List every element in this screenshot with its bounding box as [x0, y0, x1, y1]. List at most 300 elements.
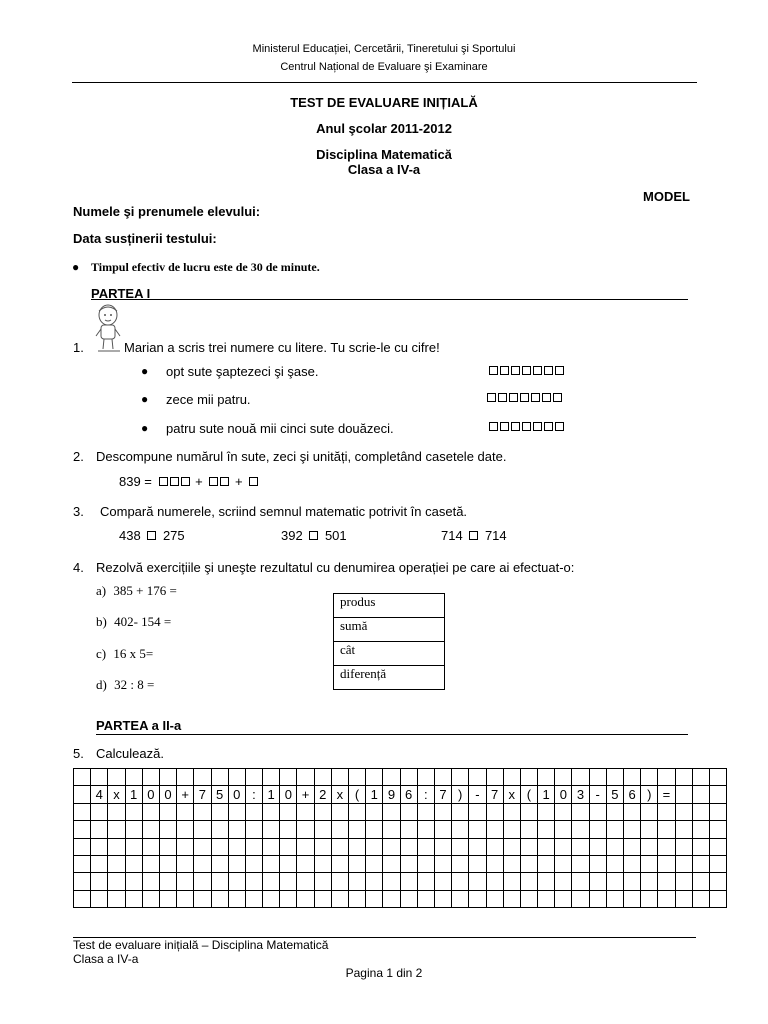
grid-cell[interactable]: [177, 873, 194, 890]
grid-cell[interactable]: [589, 821, 606, 838]
grid-cell[interactable]: [469, 803, 486, 820]
grid-cell[interactable]: [91, 890, 108, 907]
grid-cell[interactable]: [74, 821, 91, 838]
grid-cell[interactable]: [383, 838, 400, 855]
grid-cell[interactable]: [486, 890, 503, 907]
grid-cell[interactable]: [280, 855, 297, 872]
grid-cell[interactable]: [108, 873, 125, 890]
q1-answer-boxes-2[interactable]: [487, 393, 564, 402]
grid-cell[interactable]: [503, 838, 520, 855]
grid-cell[interactable]: [228, 769, 245, 786]
grid-cell[interactable]: =: [658, 786, 675, 803]
grid-cell[interactable]: [211, 838, 228, 855]
compare-box[interactable]: [309, 531, 318, 540]
grid-cell[interactable]: [280, 769, 297, 786]
grid-cell[interactable]: [263, 838, 280, 855]
grid-cell[interactable]: [297, 890, 314, 907]
grid-cell[interactable]: (: [349, 786, 366, 803]
grid-cell[interactable]: [142, 769, 159, 786]
hundreds-boxes[interactable]: [159, 477, 192, 486]
grid-cell[interactable]: [125, 838, 142, 855]
grid-cell[interactable]: [658, 821, 675, 838]
grid-cell[interactable]: [331, 803, 348, 820]
grid-cell[interactable]: 7: [486, 786, 503, 803]
grid-cell[interactable]: [125, 855, 142, 872]
grid-cell[interactable]: [641, 855, 658, 872]
grid-cell[interactable]: [452, 838, 469, 855]
grid-cell[interactable]: [503, 769, 520, 786]
grid-cell[interactable]: [486, 838, 503, 855]
grid-cell[interactable]: [675, 873, 692, 890]
grid-cell[interactable]: [658, 855, 675, 872]
grid-cell[interactable]: +: [297, 786, 314, 803]
grid-cell[interactable]: [538, 821, 555, 838]
grid-cell[interactable]: 1: [263, 786, 280, 803]
grid-cell[interactable]: [177, 855, 194, 872]
grid-cell[interactable]: [675, 838, 692, 855]
grid-cell[interactable]: [572, 873, 589, 890]
grid-cell[interactable]: 5: [211, 786, 228, 803]
grid-cell[interactable]: ): [641, 786, 658, 803]
grid-cell[interactable]: [108, 890, 125, 907]
grid-cell[interactable]: [417, 821, 434, 838]
grid-cell[interactable]: [606, 890, 623, 907]
grid-cell[interactable]: [469, 890, 486, 907]
grid-cell[interactable]: [555, 890, 572, 907]
grid-cell[interactable]: 5: [606, 786, 623, 803]
grid-cell[interactable]: [572, 821, 589, 838]
grid-cell[interactable]: [74, 873, 91, 890]
grid-cell[interactable]: [211, 873, 228, 890]
grid-cell[interactable]: [74, 855, 91, 872]
grid-cell[interactable]: [709, 855, 726, 872]
grid-cell[interactable]: [349, 855, 366, 872]
grid-cell[interactable]: [589, 769, 606, 786]
grid-cell[interactable]: [503, 855, 520, 872]
grid-cell[interactable]: [538, 890, 555, 907]
grid-cell[interactable]: [125, 769, 142, 786]
grid-cell[interactable]: [486, 803, 503, 820]
grid-cell[interactable]: [383, 803, 400, 820]
grid-cell[interactable]: [555, 855, 572, 872]
grid-cell[interactable]: 0: [280, 786, 297, 803]
grid-cell[interactable]: [503, 873, 520, 890]
grid-cell[interactable]: [503, 803, 520, 820]
grid-cell[interactable]: [555, 873, 572, 890]
grid-cell[interactable]: [331, 838, 348, 855]
grid-cell[interactable]: [194, 873, 211, 890]
grid-cell[interactable]: [469, 855, 486, 872]
grid-cell[interactable]: [314, 873, 331, 890]
grid-cell[interactable]: -: [469, 786, 486, 803]
grid-cell[interactable]: [538, 803, 555, 820]
grid-cell[interactable]: [520, 769, 537, 786]
grid-cell[interactable]: [417, 803, 434, 820]
grid-cell[interactable]: [624, 769, 641, 786]
grid-cell[interactable]: [520, 873, 537, 890]
grid-cell[interactable]: 0: [159, 786, 176, 803]
grid-cell[interactable]: [383, 821, 400, 838]
grid-cell[interactable]: [125, 821, 142, 838]
grid-cell[interactable]: [400, 890, 417, 907]
grid-cell[interactable]: 6: [400, 786, 417, 803]
grid-cell[interactable]: (: [520, 786, 537, 803]
grid-cell[interactable]: [211, 855, 228, 872]
grid-cell[interactable]: [91, 855, 108, 872]
grid-cell[interactable]: [159, 855, 176, 872]
grid-cell[interactable]: [434, 890, 451, 907]
grid-cell[interactable]: [400, 769, 417, 786]
grid-cell[interactable]: 0: [228, 786, 245, 803]
grid-cell[interactable]: [177, 803, 194, 820]
grid-cell[interactable]: [142, 890, 159, 907]
grid-cell[interactable]: [555, 821, 572, 838]
grid-cell[interactable]: [159, 769, 176, 786]
grid-cell[interactable]: [383, 873, 400, 890]
grid-cell[interactable]: [280, 803, 297, 820]
grid-cell[interactable]: [692, 890, 709, 907]
grid-cell[interactable]: [331, 890, 348, 907]
grid-cell[interactable]: [709, 821, 726, 838]
grid-cell[interactable]: 0: [555, 786, 572, 803]
grid-cell[interactable]: [658, 803, 675, 820]
grid-cell[interactable]: [159, 873, 176, 890]
grid-cell[interactable]: [108, 855, 125, 872]
grid-cell[interactable]: [417, 873, 434, 890]
grid-cell[interactable]: [452, 803, 469, 820]
grid-cell[interactable]: [331, 855, 348, 872]
grid-cell[interactable]: [297, 769, 314, 786]
operation-cell[interactable]: diferență: [334, 666, 445, 690]
operation-cell[interactable]: produs: [334, 594, 445, 618]
grid-cell[interactable]: [142, 838, 159, 855]
grid-cell[interactable]: [572, 769, 589, 786]
grid-cell[interactable]: [624, 855, 641, 872]
grid-cell[interactable]: [641, 890, 658, 907]
grid-cell[interactable]: [709, 890, 726, 907]
grid-cell[interactable]: [366, 855, 383, 872]
grid-cell[interactable]: [383, 855, 400, 872]
grid-cell[interactable]: [452, 873, 469, 890]
grid-cell[interactable]: 0: [142, 786, 159, 803]
grid-cell[interactable]: [349, 873, 366, 890]
grid-cell[interactable]: [159, 890, 176, 907]
grid-cell[interactable]: [606, 855, 623, 872]
calculation-grid[interactable]: [73, 768, 727, 908]
grid-cell[interactable]: [486, 855, 503, 872]
grid-cell[interactable]: [434, 838, 451, 855]
grid-cell[interactable]: [606, 873, 623, 890]
q1-answer-boxes-1[interactable]: [489, 366, 566, 375]
grid-cell[interactable]: [383, 769, 400, 786]
grid-cell[interactable]: 7: [434, 786, 451, 803]
grid-cell[interactable]: [228, 838, 245, 855]
grid-cell[interactable]: [606, 821, 623, 838]
grid-cell[interactable]: [280, 821, 297, 838]
grid-cell[interactable]: [641, 873, 658, 890]
grid-cell[interactable]: [709, 803, 726, 820]
grid-cell[interactable]: [74, 803, 91, 820]
grid-cell[interactable]: [366, 803, 383, 820]
grid-cell[interactable]: [692, 803, 709, 820]
grid-cell[interactable]: [555, 769, 572, 786]
grid-cell[interactable]: [194, 855, 211, 872]
grid-cell[interactable]: [452, 821, 469, 838]
grid-cell[interactable]: [383, 890, 400, 907]
grid-cell[interactable]: [538, 855, 555, 872]
grid-cell[interactable]: [349, 821, 366, 838]
grid-cell[interactable]: [658, 890, 675, 907]
grid-cell[interactable]: [709, 838, 726, 855]
grid-cell[interactable]: -: [589, 786, 606, 803]
grid-cell[interactable]: [400, 855, 417, 872]
operation-cell[interactable]: cât: [334, 642, 445, 666]
grid-cell[interactable]: [297, 838, 314, 855]
grid-cell[interactable]: [469, 769, 486, 786]
grid-cell[interactable]: [641, 821, 658, 838]
grid-cell[interactable]: [263, 890, 280, 907]
grid-cell[interactable]: [675, 890, 692, 907]
grid-cell[interactable]: [331, 873, 348, 890]
grid-cell[interactable]: [349, 803, 366, 820]
grid-cell[interactable]: [692, 769, 709, 786]
grid-cell[interactable]: [624, 890, 641, 907]
grid-cell[interactable]: [555, 838, 572, 855]
grid-cell[interactable]: [400, 873, 417, 890]
grid-cell[interactable]: [366, 769, 383, 786]
tens-boxes[interactable]: [209, 477, 231, 486]
grid-cell[interactable]: [91, 769, 108, 786]
grid-cell[interactable]: [434, 803, 451, 820]
grid-cell[interactable]: [125, 873, 142, 890]
grid-cell[interactable]: [314, 803, 331, 820]
grid-cell[interactable]: [228, 855, 245, 872]
grid-cell[interactable]: [91, 873, 108, 890]
grid-cell[interactable]: [434, 873, 451, 890]
grid-cell[interactable]: [503, 821, 520, 838]
grid-cell[interactable]: [314, 821, 331, 838]
grid-cell[interactable]: [245, 821, 262, 838]
grid-cell[interactable]: x: [331, 786, 348, 803]
grid-cell[interactable]: [538, 769, 555, 786]
grid-cell[interactable]: [194, 821, 211, 838]
grid-cell[interactable]: [142, 821, 159, 838]
grid-cell[interactable]: [658, 838, 675, 855]
grid-cell[interactable]: [675, 855, 692, 872]
grid-cell[interactable]: [520, 803, 537, 820]
grid-cell[interactable]: [572, 838, 589, 855]
grid-cell[interactable]: [366, 873, 383, 890]
grid-cell[interactable]: [486, 821, 503, 838]
grid-cell[interactable]: [538, 873, 555, 890]
grid-cell[interactable]: [91, 821, 108, 838]
grid-cell[interactable]: [589, 890, 606, 907]
grid-cell[interactable]: [194, 838, 211, 855]
operation-cell[interactable]: sumă: [334, 618, 445, 642]
grid-cell[interactable]: [297, 873, 314, 890]
grid-cell[interactable]: [589, 855, 606, 872]
grid-cell[interactable]: 2: [314, 786, 331, 803]
grid-cell[interactable]: [91, 838, 108, 855]
grid-cell[interactable]: [263, 769, 280, 786]
grid-cell[interactable]: [177, 838, 194, 855]
grid-cell[interactable]: [297, 855, 314, 872]
grid-cell[interactable]: [245, 769, 262, 786]
grid-cell[interactable]: [417, 838, 434, 855]
grid-cell[interactable]: [452, 855, 469, 872]
grid-cell[interactable]: [469, 873, 486, 890]
grid-cell[interactable]: :: [245, 786, 262, 803]
grid-cell[interactable]: [606, 769, 623, 786]
grid-cell[interactable]: [675, 803, 692, 820]
grid-cell[interactable]: :: [417, 786, 434, 803]
grid-cell[interactable]: [228, 803, 245, 820]
grid-cell[interactable]: [641, 769, 658, 786]
grid-cell[interactable]: [486, 769, 503, 786]
grid-cell[interactable]: [228, 821, 245, 838]
grid-cell[interactable]: [503, 890, 520, 907]
grid-cell[interactable]: [108, 769, 125, 786]
grid-cell[interactable]: [692, 855, 709, 872]
grid-cell[interactable]: [434, 769, 451, 786]
grid-cell[interactable]: [314, 838, 331, 855]
grid-cell[interactable]: [434, 821, 451, 838]
grid-cell[interactable]: 4: [91, 786, 108, 803]
grid-cell[interactable]: [159, 803, 176, 820]
grid-cell[interactable]: [589, 838, 606, 855]
grid-cell[interactable]: [417, 769, 434, 786]
grid-cell[interactable]: 1: [125, 786, 142, 803]
grid-cell[interactable]: [142, 873, 159, 890]
grid-cell[interactable]: [572, 803, 589, 820]
compare-box[interactable]: [469, 531, 478, 540]
grid-cell[interactable]: [400, 838, 417, 855]
q1-answer-boxes-3[interactable]: [489, 422, 566, 431]
grid-cell[interactable]: [142, 803, 159, 820]
grid-cell[interactable]: [624, 838, 641, 855]
grid-cell[interactable]: [572, 890, 589, 907]
grid-cell[interactable]: [486, 873, 503, 890]
grid-cell[interactable]: [314, 890, 331, 907]
units-box[interactable]: [249, 477, 260, 486]
grid-cell[interactable]: [400, 803, 417, 820]
grid-cell[interactable]: [349, 838, 366, 855]
grid-cell[interactable]: [125, 803, 142, 820]
grid-cell[interactable]: 7: [194, 786, 211, 803]
grid-cell[interactable]: [74, 838, 91, 855]
grid-cell[interactable]: [245, 803, 262, 820]
grid-cell[interactable]: [520, 890, 537, 907]
grid-cell[interactable]: [194, 769, 211, 786]
grid-cell[interactable]: [572, 855, 589, 872]
grid-cell[interactable]: [194, 890, 211, 907]
grid-cell[interactable]: [177, 769, 194, 786]
grid-cell[interactable]: [417, 890, 434, 907]
grid-cell[interactable]: [606, 838, 623, 855]
grid-cell[interactable]: [366, 821, 383, 838]
grid-cell[interactable]: [452, 890, 469, 907]
grid-cell[interactable]: [228, 890, 245, 907]
grid-cell[interactable]: [538, 838, 555, 855]
grid-cell[interactable]: [125, 890, 142, 907]
grid-cell[interactable]: [211, 890, 228, 907]
grid-cell[interactable]: [709, 769, 726, 786]
grid-cell[interactable]: [624, 873, 641, 890]
grid-cell[interactable]: [314, 769, 331, 786]
grid-cell[interactable]: [280, 873, 297, 890]
grid-cell[interactable]: ): [452, 786, 469, 803]
grid-cell[interactable]: [263, 855, 280, 872]
grid-cell[interactable]: [263, 821, 280, 838]
grid-cell[interactable]: [692, 838, 709, 855]
grid-cell[interactable]: [469, 821, 486, 838]
grid-cell[interactable]: [400, 821, 417, 838]
grid-cell[interactable]: [108, 821, 125, 838]
grid-cell[interactable]: [469, 838, 486, 855]
grid-cell[interactable]: [211, 821, 228, 838]
grid-cell[interactable]: [520, 838, 537, 855]
grid-cell[interactable]: 1: [538, 786, 555, 803]
compare-box[interactable]: [147, 531, 156, 540]
grid-cell[interactable]: [658, 769, 675, 786]
grid-cell[interactable]: [74, 890, 91, 907]
grid-cell[interactable]: [263, 803, 280, 820]
grid-cell[interactable]: [331, 821, 348, 838]
grid-cell[interactable]: [675, 821, 692, 838]
grid-cell[interactable]: [641, 838, 658, 855]
grid-cell[interactable]: [452, 769, 469, 786]
grid-cell[interactable]: x: [108, 786, 125, 803]
grid-cell[interactable]: [624, 821, 641, 838]
grid-cell[interactable]: 3: [572, 786, 589, 803]
grid-cell[interactable]: 1: [366, 786, 383, 803]
grid-cell[interactable]: [366, 890, 383, 907]
grid-cell[interactable]: [245, 838, 262, 855]
grid-cell[interactable]: [280, 838, 297, 855]
grid-cell[interactable]: +: [177, 786, 194, 803]
grid-cell[interactable]: [263, 873, 280, 890]
grid-cell[interactable]: [520, 821, 537, 838]
grid-cell[interactable]: [434, 855, 451, 872]
grid-cell[interactable]: [366, 838, 383, 855]
grid-cell[interactable]: [589, 873, 606, 890]
grid-cell[interactable]: [74, 786, 91, 803]
grid-cell[interactable]: [211, 803, 228, 820]
grid-cell[interactable]: [675, 769, 692, 786]
grid-cell[interactable]: [108, 838, 125, 855]
grid-cell[interactable]: x: [503, 786, 520, 803]
grid-cell[interactable]: [589, 803, 606, 820]
grid-cell[interactable]: [194, 803, 211, 820]
grid-cell[interactable]: [159, 821, 176, 838]
grid-cell[interactable]: [314, 855, 331, 872]
grid-cell[interactable]: [228, 873, 245, 890]
grid-cell[interactable]: [692, 821, 709, 838]
grid-cell[interactable]: [520, 855, 537, 872]
grid-cell[interactable]: [658, 873, 675, 890]
grid-cell[interactable]: [606, 803, 623, 820]
grid-cell[interactable]: [417, 855, 434, 872]
grid-cell[interactable]: [641, 803, 658, 820]
grid-cell[interactable]: 9: [383, 786, 400, 803]
grid-cell[interactable]: [177, 821, 194, 838]
grid-cell[interactable]: [91, 803, 108, 820]
grid-cell[interactable]: [211, 769, 228, 786]
grid-cell[interactable]: [245, 873, 262, 890]
grid-cell[interactable]: [245, 855, 262, 872]
grid-cell[interactable]: [709, 873, 726, 890]
grid-cell[interactable]: [142, 855, 159, 872]
